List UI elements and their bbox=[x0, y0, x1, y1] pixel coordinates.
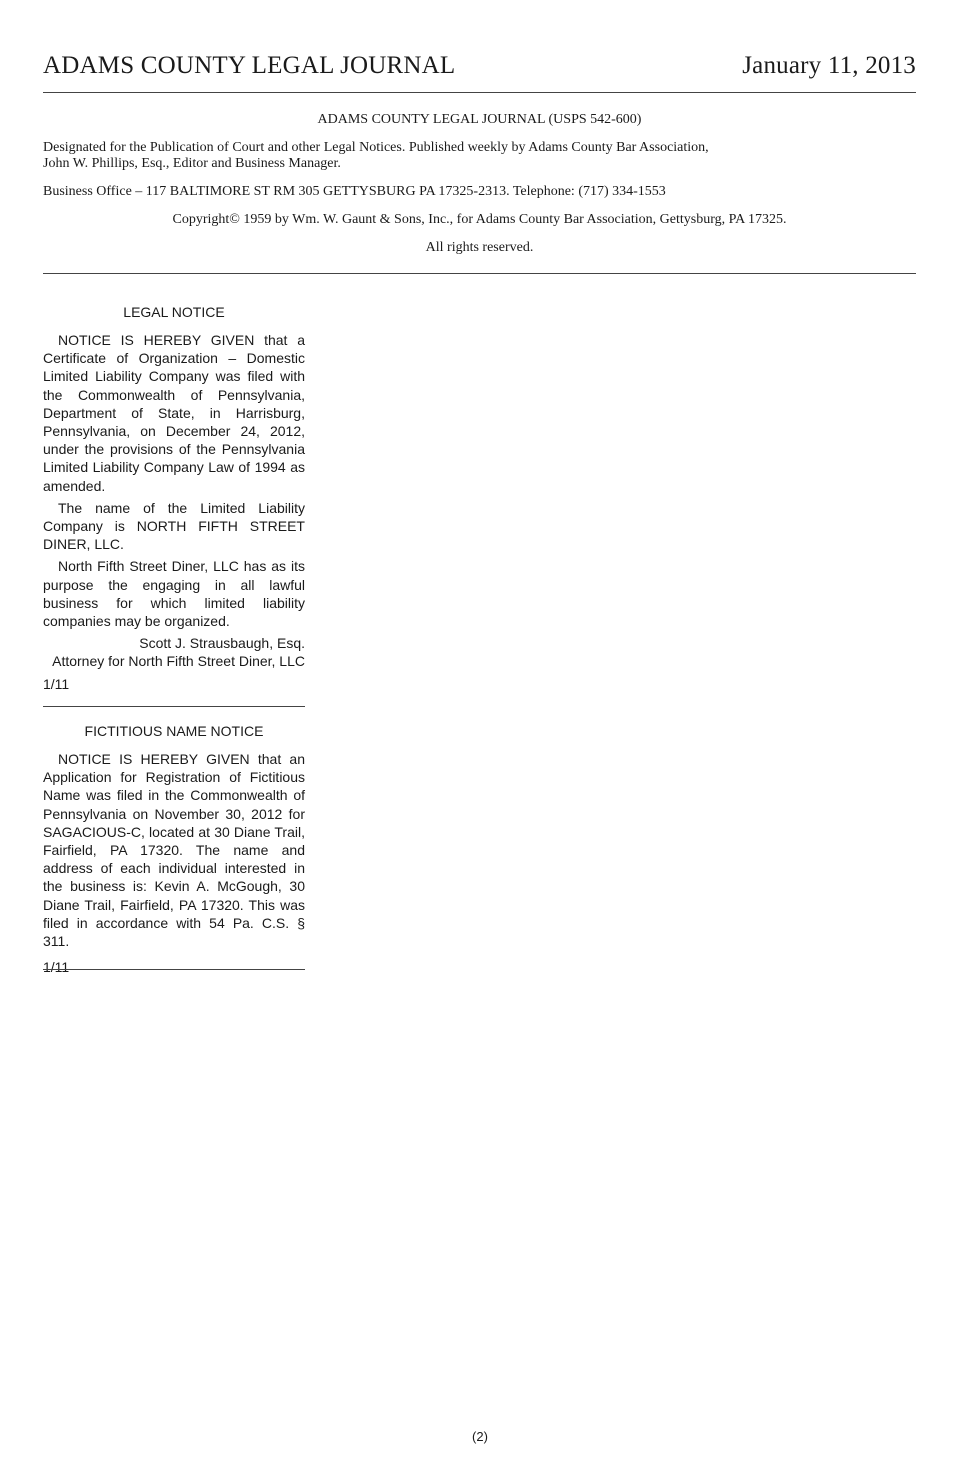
notice-divider bbox=[43, 969, 305, 970]
notice-paragraph: NOTICE IS HEREBY GIVEN that a Certificate of Organization – Domestic Limited Liability Company was filed with the Commonwealth of Pennsylvania, Department of State, in Harrisburg, Pennsylvania, on December 24, 2012, under the provisions of the Pennsylvania Limited Liability Company Law of 1994 as amended. bbox=[43, 332, 305, 494]
business-office: Business Office – 117 BALTIMORE ST RM 305 GETTYSBURG PA 17325-2313. Telephone: (717) 334-1553 bbox=[43, 184, 666, 199]
signature bbox=[43, 634, 305, 670]
notice-paragraph: NOTICE IS HEREBY GIVEN that an Application for Registration of Fictitious Name was filed in the Commonwealth of Pennsylvania on November 30, 2012 for SAGACIOUS-C, located at 30 Diane Trail, Fairfield, PA 17320. The name and address of each individual interested in the business is: Kevin A. McGough, 30 Diane Trail, Fairfield, PA 17320. This was filed in accordance with 54 Pa. C.S. § 311. bbox=[43, 751, 305, 950]
page-number: (2) bbox=[472, 1429, 488, 1444]
notice-date: 1/11 bbox=[43, 675, 70, 692]
notice-heading: LEGAL NOTICE bbox=[123, 304, 225, 320]
signature-name: Scott J. Strausbaugh, Esq. bbox=[139, 635, 305, 652]
signature-title: Attorney for North Fifth Street Diner, LLC bbox=[52, 653, 305, 670]
notice-heading: FICTITIOUS NAME NOTICE bbox=[84, 723, 264, 739]
publisher-designation bbox=[43, 140, 916, 172]
designation-line-2: John W. Phillips, Esq., Editor and Business Manager. bbox=[43, 156, 341, 171]
legal-notice bbox=[43, 303, 305, 693]
publisher-heading: ADAMS COUNTY LEGAL JOURNAL (USPS 542-600) bbox=[317, 112, 642, 127]
fictitious-name-notice bbox=[43, 722, 305, 976]
rights-line: All rights reserved. bbox=[425, 240, 534, 255]
header-rule bbox=[43, 273, 916, 274]
notice-date: 1/11 bbox=[43, 959, 70, 976]
copyright-line: Copyright© 1959 by Wm. W. Gaunt & Sons, Inc., for Adams County Bar Association, Gettysburg, PA 17325. bbox=[172, 212, 787, 227]
journal-title: ADAMS COUNTY LEGAL JOURNAL bbox=[43, 52, 456, 79]
masthead bbox=[43, 52, 916, 80]
masthead-rule bbox=[43, 92, 916, 93]
designation-line-1: Designated for the Publication of Court and other Legal Notices. Published weekly by Adams County Bar Association, bbox=[43, 140, 709, 155]
issue-date: January 11, 2013 bbox=[742, 52, 916, 79]
notice-paragraph: North Fifth Street Diner, LLC has as its purpose the engaging in all lawful business for which limited liability companies may be organized. bbox=[43, 558, 305, 630]
notice-paragraph: The name of the Limited Liability Company is NORTH FIFTH STREET DINER, LLC. bbox=[43, 499, 305, 553]
notice-divider bbox=[43, 706, 305, 707]
